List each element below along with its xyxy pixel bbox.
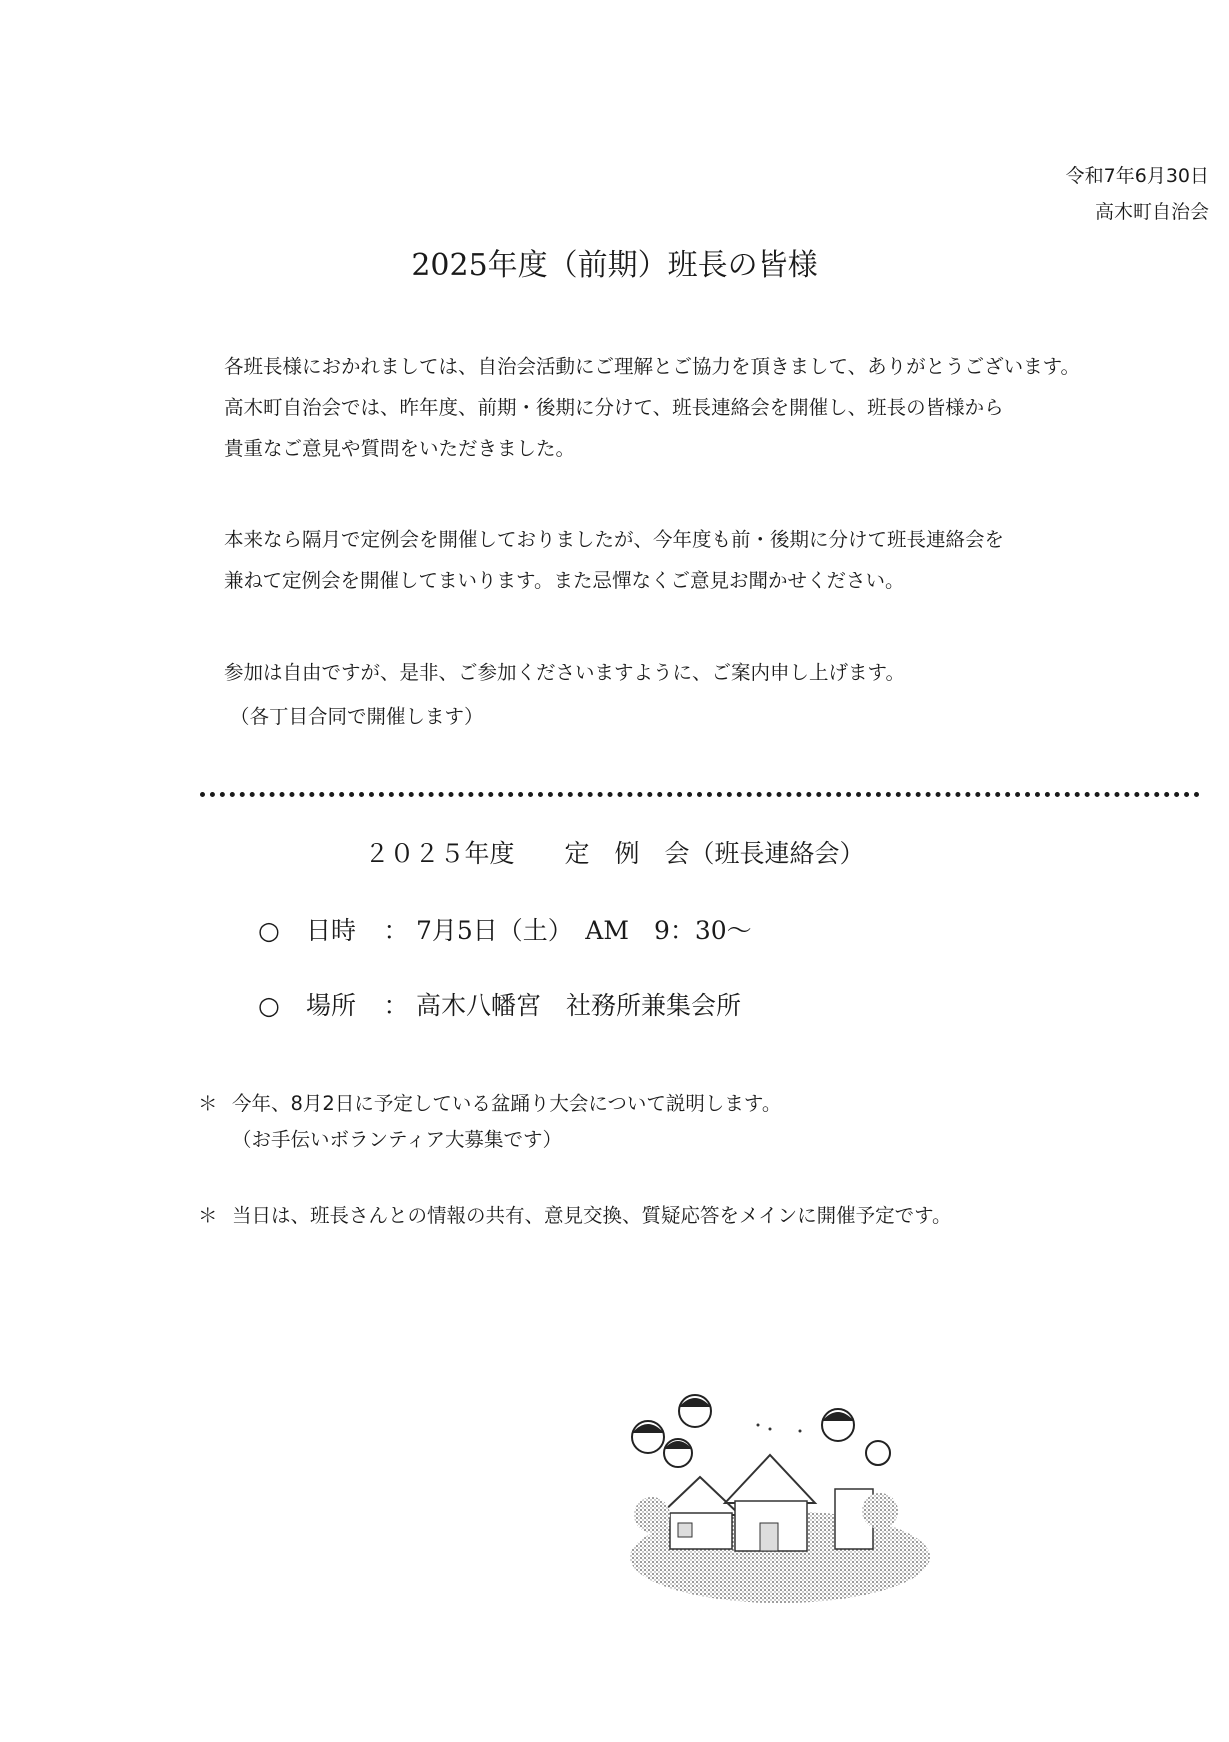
dotted-divider: [200, 792, 1200, 797]
detail-colon: ：: [383, 916, 409, 945]
note-subtext: （お手伝いボランティア大募集です）: [232, 1128, 562, 1151]
detail-label: 日時: [306, 916, 357, 945]
detail-value: 7月5日（土） AM 9：30～: [416, 916, 752, 945]
detail-label: 場所: [306, 991, 357, 1020]
paragraph-note: （各丁目合同で開催します）: [230, 705, 484, 728]
paragraph-line: 高木町自治会では、昨年度、前期・後期に分けて、班長連絡会を開催し、班長の皆様から: [224, 396, 1004, 419]
note-text: 今年、8月2日に予定している盆踊り大会について説明します。: [232, 1092, 782, 1115]
asterisk-icon: ＊: [198, 1204, 218, 1227]
schedule-location: [258, 989, 741, 1023]
schedule-datetime: [258, 914, 752, 948]
page-title: 2025年度（前期）班長の皆様: [411, 248, 818, 283]
paragraph-line: 本来なら隔月で定例会を開催しておりましたが、今年度も前・後期に分けて班長連絡会を: [224, 528, 1005, 551]
paragraph-line: 参加は自由ですが、是非、ご参加くださいますように、ご案内申し上げます。: [224, 661, 905, 684]
detail-value: 高木八幡宮 社務所兼集会所: [416, 991, 742, 1020]
town-illustration-icon: [620, 1385, 930, 1605]
note-item: [198, 1202, 952, 1230]
paragraph-line: 兼ねて定例会を開催してまいります。また忌憚なくご意見お聞かせください。: [224, 569, 905, 592]
circle-bullet-icon: ○: [258, 916, 280, 945]
note-text: 当日は、班長さんとの情報の共有、意見交換、質疑応答をメインに開催予定です。: [232, 1204, 952, 1227]
note-item: [198, 1090, 781, 1118]
document-date: 令和7年6月30日: [1065, 165, 1209, 187]
organization-name: 高木町自治会: [1094, 201, 1209, 223]
paragraph-line: 貴重なご意見や質問をいただきました。: [224, 437, 576, 460]
schedule-title: ２０２５年度 定 例 会（班長連絡会）: [364, 839, 865, 868]
paragraph-line: 各班長様におかれましては、自治会活動にご理解とご協力を頂きまして、ありがとうございます。: [224, 355, 1081, 378]
asterisk-icon: ＊: [198, 1092, 218, 1115]
circle-bullet-icon: ○: [258, 991, 280, 1020]
detail-colon: ：: [383, 991, 409, 1020]
